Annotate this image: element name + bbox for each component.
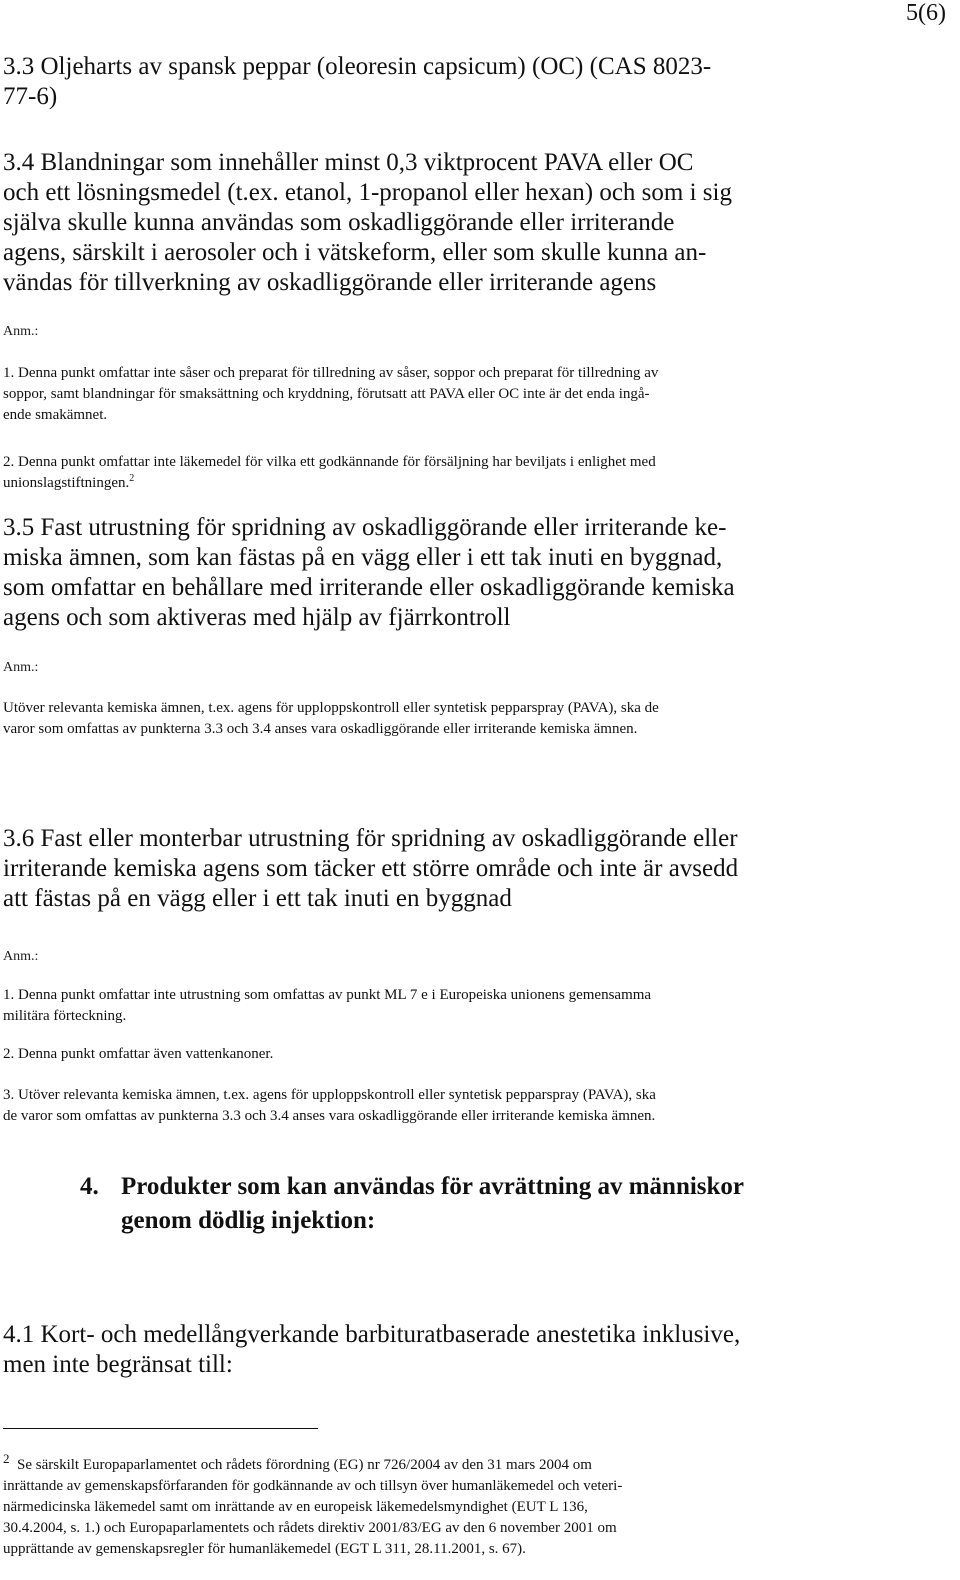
section-3-4-line: själva skulle kunna användas som oskadliggörande eller irriterande [3,209,675,236]
note-line: de varor som omfattas av punkterna 3.3 och 3.4 anses vara oskadliggörande eller irriterande kemiska ämnen. [3,1108,656,1124]
section-3-3-line: 3.3 Oljeharts av spansk peppar (oleoresin capsicum) (OC) (CAS 8023- [3,53,712,80]
note-line [3,473,953,494]
section-3-4-line: agens, särskilt i aerosoler och i vätskeform, eller som skulle kunna an- [3,239,707,266]
section-3-5-line: agens och som aktiveras med hjälp av fjärrkontroll [3,604,511,631]
section-3-6-note-1 [3,985,953,1027]
footnote-text: Se särskilt Europaparlamentet och rådets förordning (EG) nr 726/2004 av den 31 mars 2004 om [17,1457,592,1473]
section-3-5-line: som omfattar en behållare med irriterande eller oskadliggörande kemiska [3,574,735,601]
section-4-heading [121,1170,941,1238]
section-3-4-heading [3,148,953,298]
section-3-3-line: 77-6) [3,83,58,110]
footnote [3,1451,953,1560]
footnote-line [3,1451,953,1476]
footnote-separator [3,1428,318,1429]
note-line: Utöver relevanta kemiska ämnen, t.ex. agens för upploppskontroll eller syntetisk pepparspray (PAVA), ska de [3,700,659,716]
section-4-1-line: 4.1 Kort- och medellångverkande barbituratbaserade anestetika inklusive, [3,1321,741,1348]
footnote-number: 2 [3,1451,10,1466]
section-4-number: 4. [80,1173,99,1200]
section-3-4-line: 3.4 Blandningar som innehåller minst 0,3 viktprocent PAVA eller OC [3,149,694,176]
section-3-6-line: att fästas på en vägg eller i ett tak inuti en byggnad [3,885,512,912]
section-4-1-heading [3,1320,953,1380]
note-line: 3. Utöver relevanta kemiska ämnen, t.ex. agens för upploppskontroll eller syntetisk pepparspray (PAVA), ska [3,1087,656,1103]
section-3-6-note-3 [3,1085,953,1127]
footnote-reference: 2 [129,473,135,484]
section-3-3-heading [3,52,953,112]
section-3-4-anm-label: Anm.: [3,324,39,339]
section-4-line: Produkter som kan användas för avrättning av människor [121,1173,745,1200]
section-3-6-anm-label: Anm.: [3,949,39,964]
section-3-6-heading [3,824,953,914]
page-number: 5(6) [906,0,946,26]
note-text: unionslagstiftningen. [3,475,130,491]
section-4-line: genom dödlig injektion: [121,1207,376,1234]
note-line: 2. Denna punkt omfattar inte läkemedel för vilka ett godkännande för försäljning har beviljats i enlighet med [3,454,656,470]
section-3-5-line: 3.5 Fast utrustning för spridning av oskadliggörande eller irriterande ke- [3,514,727,541]
section-3-4-line: vändas för tillverkning av oskadliggörande eller irriterande agens [3,269,657,296]
section-3-6-line: irriterande kemiska agens som täcker ett större område och inte är avsedd [3,855,739,882]
note-line: varor som omfattas av punkterna 3.3 och 3.4 anses vara oskadliggörande eller irriterande kemiska ämnen. [3,721,638,737]
footnote-line: 30.4.2004, s. 1.) och Europaparlamentets och rådets direktiv 2001/83/EG av den 6 november 2001 om [3,1520,617,1536]
section-3-6-line: 3.6 Fast eller monterbar utrustning för spridning av oskadliggörande eller [3,825,738,852]
footnote-line: närmedicinska läkemedel samt om inrättande av en europeisk läkemedelsmyndighet (EUT L 136, [3,1499,588,1515]
section-3-6-note-2: 2. Denna punkt omfattar även vattenkanoner. [3,1046,274,1062]
note-line: soppor, samt blandningar för smaksättning och kryddning, förutsatt att PAVA eller OC inte är det enda ingå- [3,386,650,402]
section-3-5-line: miska ämnen, som kan fästas på en vägg eller i ett tak inuti en byggnad, [3,544,723,571]
section-3-5-note [3,698,953,740]
section-3-4-note-1 [3,363,953,426]
section-4-1-line: men inte begränsat till: [3,1351,233,1378]
note-line: 1. Denna punkt omfattar inte utrustning som omfattas av punkt ML 7 e i Europeiska unionens gemensamma [3,987,652,1003]
note-line: ende smakämnet. [3,407,108,423]
note-line: militära förteckning. [3,1008,127,1024]
footnote-line: inrättande av gemenskapsförfaranden för godkännande av och tillsyn över humanläkemedel och veteri- [3,1478,623,1494]
section-3-4-line: och ett lösningsmedel (t.ex. etanol, 1-propanol eller hexan) och som i sig [3,179,732,206]
section-3-5-anm-label: Anm.: [3,660,39,675]
section-3-5-heading [3,513,953,633]
note-line: 1. Denna punkt omfattar inte såser och preparat för tillredning av såser, soppor och preparat för tillredning av [3,365,659,381]
section-3-4-note-2 [3,452,953,494]
footnote-line: upprättande av gemenskapsregler för humanläkemedel (EGT L 311, 28.11.2001, s. 67). [3,1541,526,1557]
